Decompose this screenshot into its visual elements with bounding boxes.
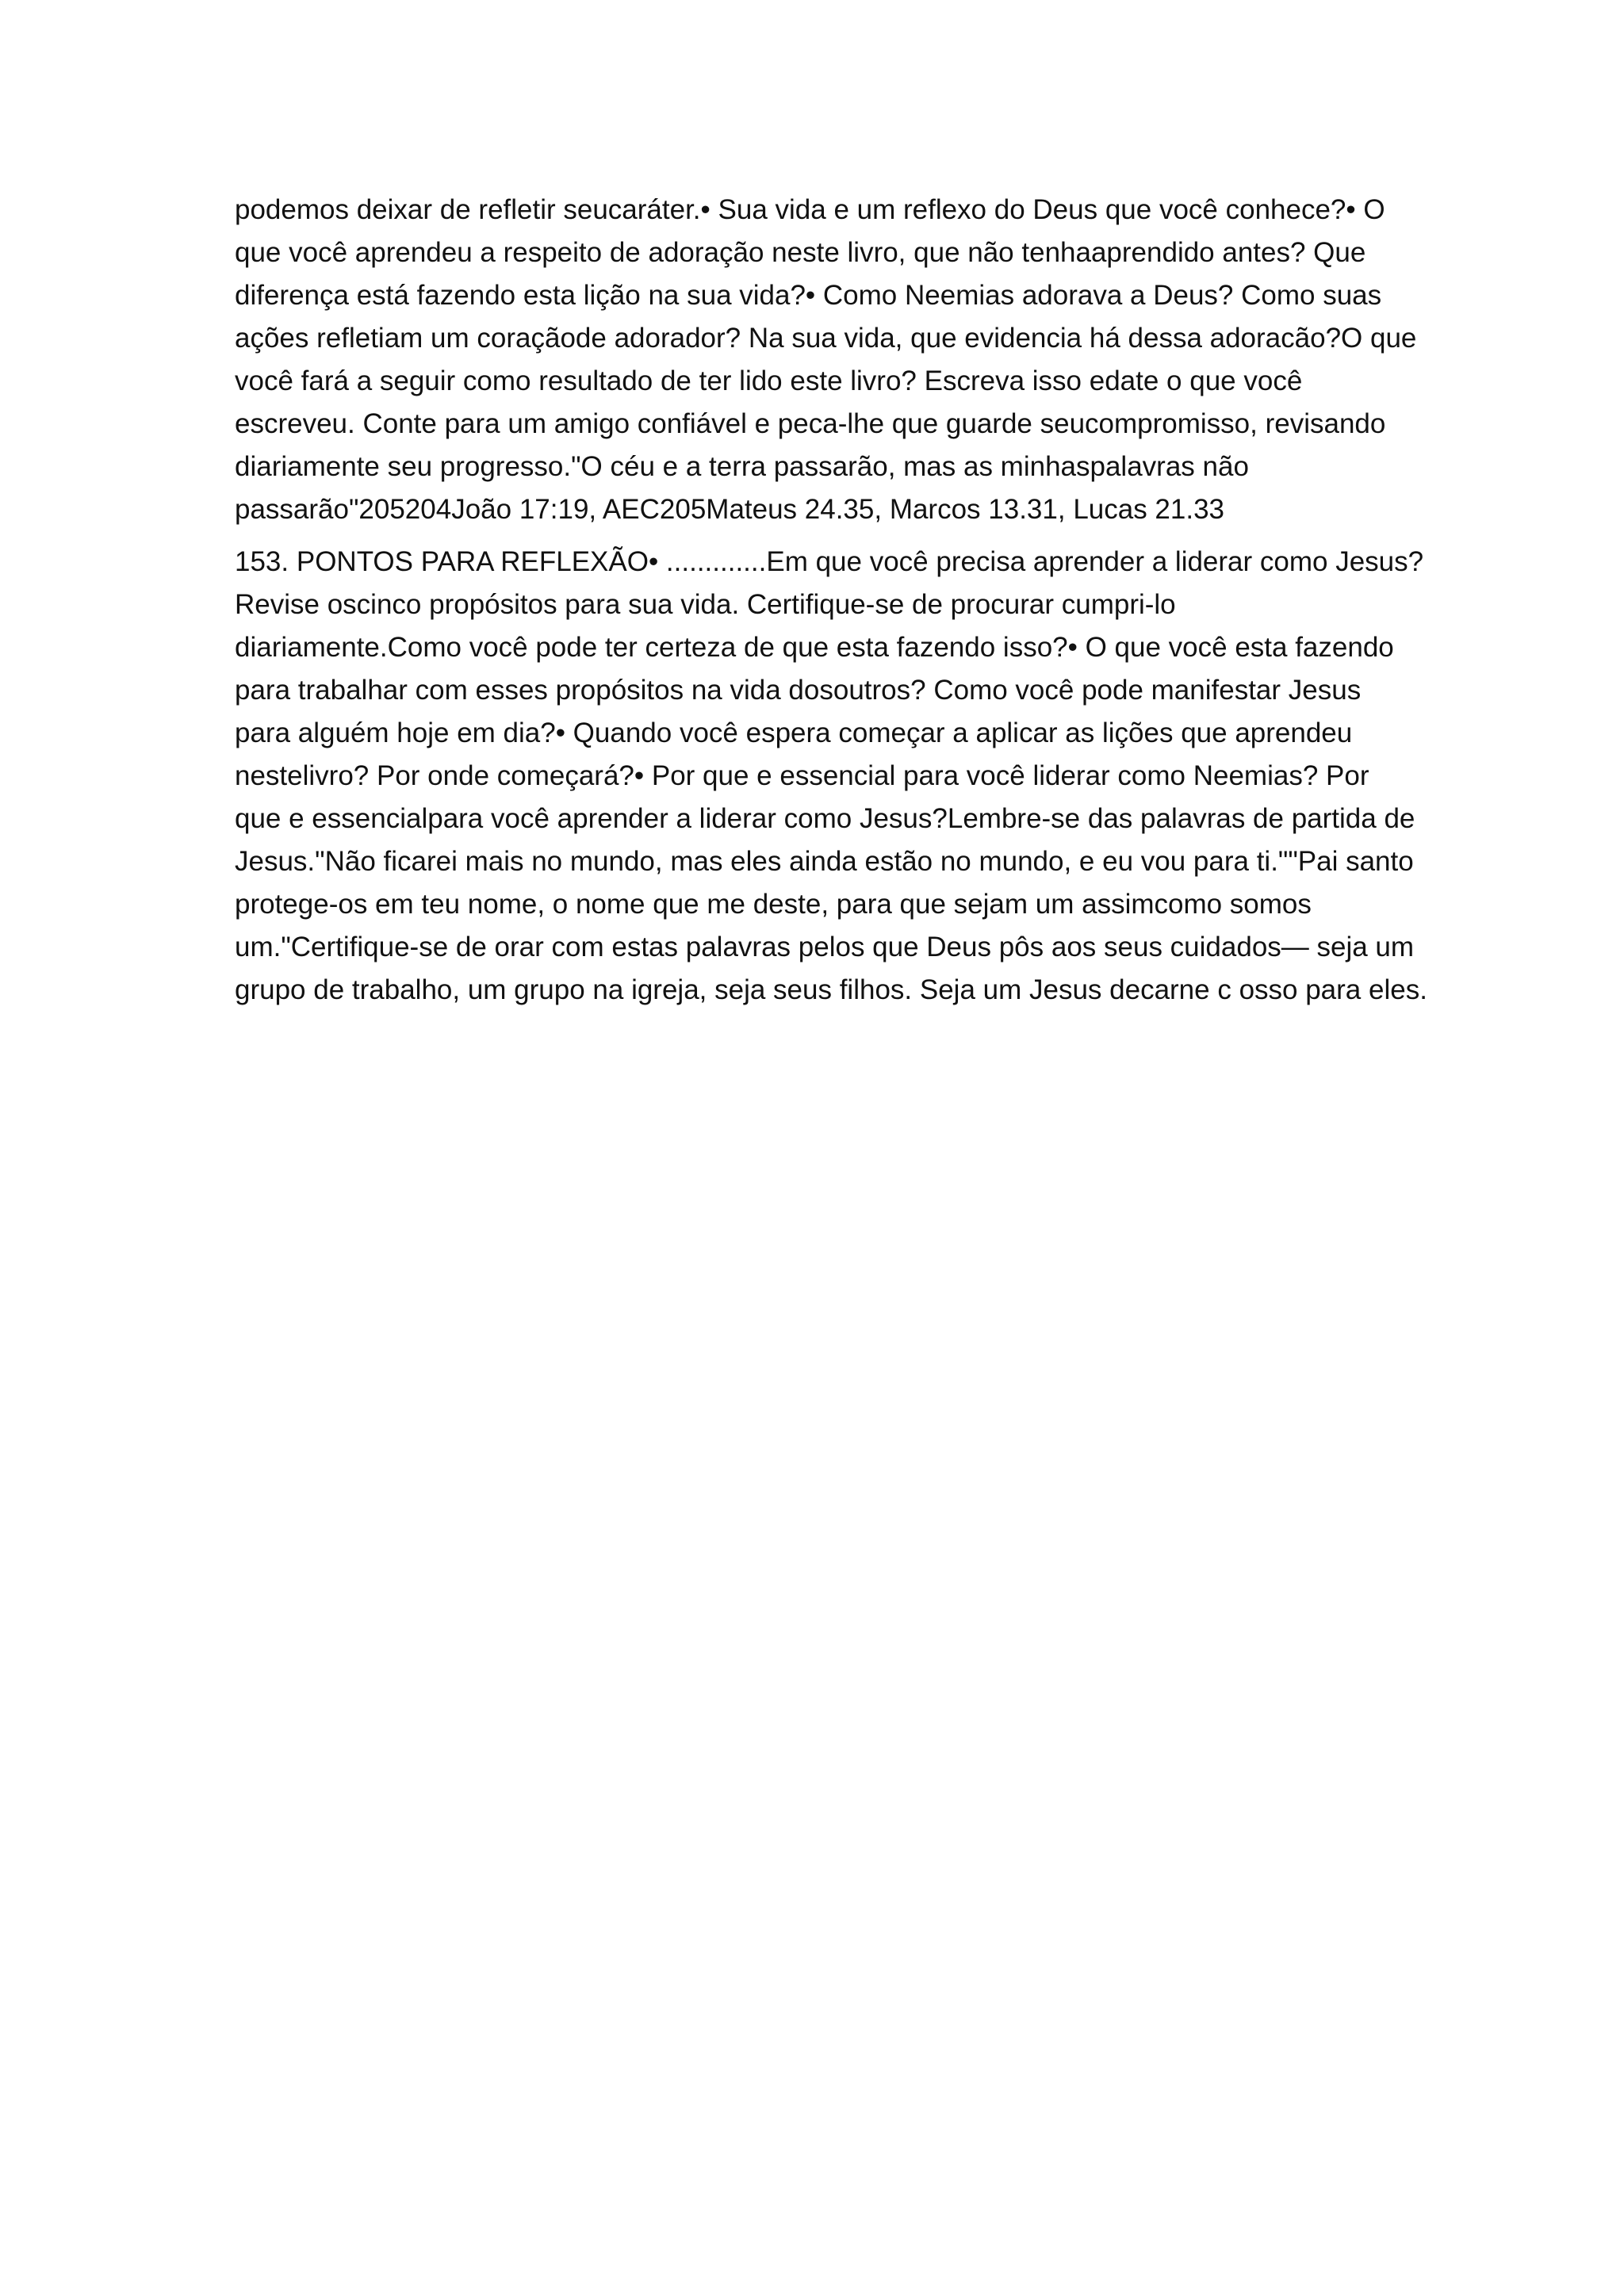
text-line: diferença está fazendo esta lição na sua vida?• Como Neemias adorava a Deus? Como suas <box>235 280 1382 311</box>
paragraph-1 <box>235 189 1419 531</box>
text-line: Revise oscinco propósitos para sua vida. Certifique-se de procurar cumpri-lo <box>235 589 1176 620</box>
text-line: que você aprendeu a respeito de adoração neste livro, que não tenhaaprendido antes? Que <box>235 237 1366 268</box>
text-line: diariamente.Como você pode ter certeza de que esta fazendo isso?• O que você esta fazendo <box>235 632 1394 663</box>
text-line: ações refletiam um coraçãode adorador? Na sua vida, que evidencia há dessa adoracão?O que <box>235 323 1417 354</box>
text-line: podemos deixar de refletir seucaráter.• Sua vida e um reflexo do Deus que você conhece?• O <box>235 194 1385 225</box>
text-line: escreveu. Conte para um amigo confiável e peca-lhe que guarde seucompromisso, revisando <box>235 408 1386 439</box>
document-body <box>235 189 1427 1012</box>
paragraph-2 <box>235 541 1427 1012</box>
text-line: para trabalhar com esses propósitos na vida dosoutros? Como você pode manifestar Jesus <box>235 675 1362 706</box>
text-line: que e essencialpara você aprender a liderar como Jesus?Lembre-se das palavras de partida de <box>235 803 1415 834</box>
text-line: nestelivro? Por onde começará?• Por que e essencial para você liderar como Neemias? Por <box>235 760 1369 791</box>
text-line: um."Certifique-se de orar com estas palavras pelos que Deus pôs aos seus cuidados— seja um <box>235 932 1415 962</box>
text-line: grupo de trabalho, um grupo na igreja, seja seus filhos. Seja um Jesus decarne c osso para eles. <box>235 974 1427 1005</box>
text-line: para alguém hoje em dia?• Quando você espera começar a aplicar as lições que aprendeu <box>235 718 1353 748</box>
text-line: 153. PONTOS PARA REFLEXÃO• .............Em que você precisa aprender a liderar como Jesus? <box>235 546 1424 577</box>
text-line: diariamente seu progresso."O céu e a terra passarão, mas as minhaspalavras não <box>235 451 1249 482</box>
text-line: protege-os em teu nome, o nome que me deste, para que sejam um assimcomo somos <box>235 889 1312 920</box>
text-line: Jesus."Não ficarei mais no mundo, mas eles ainda estão no mundo, e eu vou para ti.""Pai santo <box>235 846 1414 877</box>
text-line: você fará a seguir como resultado de ter lido este livro? Escreva isso edate o que você <box>235 365 1303 396</box>
text-line: passarão"205204João 17:19, AEC205Mateus 24.35, Marcos 13.31, Lucas 21.33 <box>235 494 1225 525</box>
